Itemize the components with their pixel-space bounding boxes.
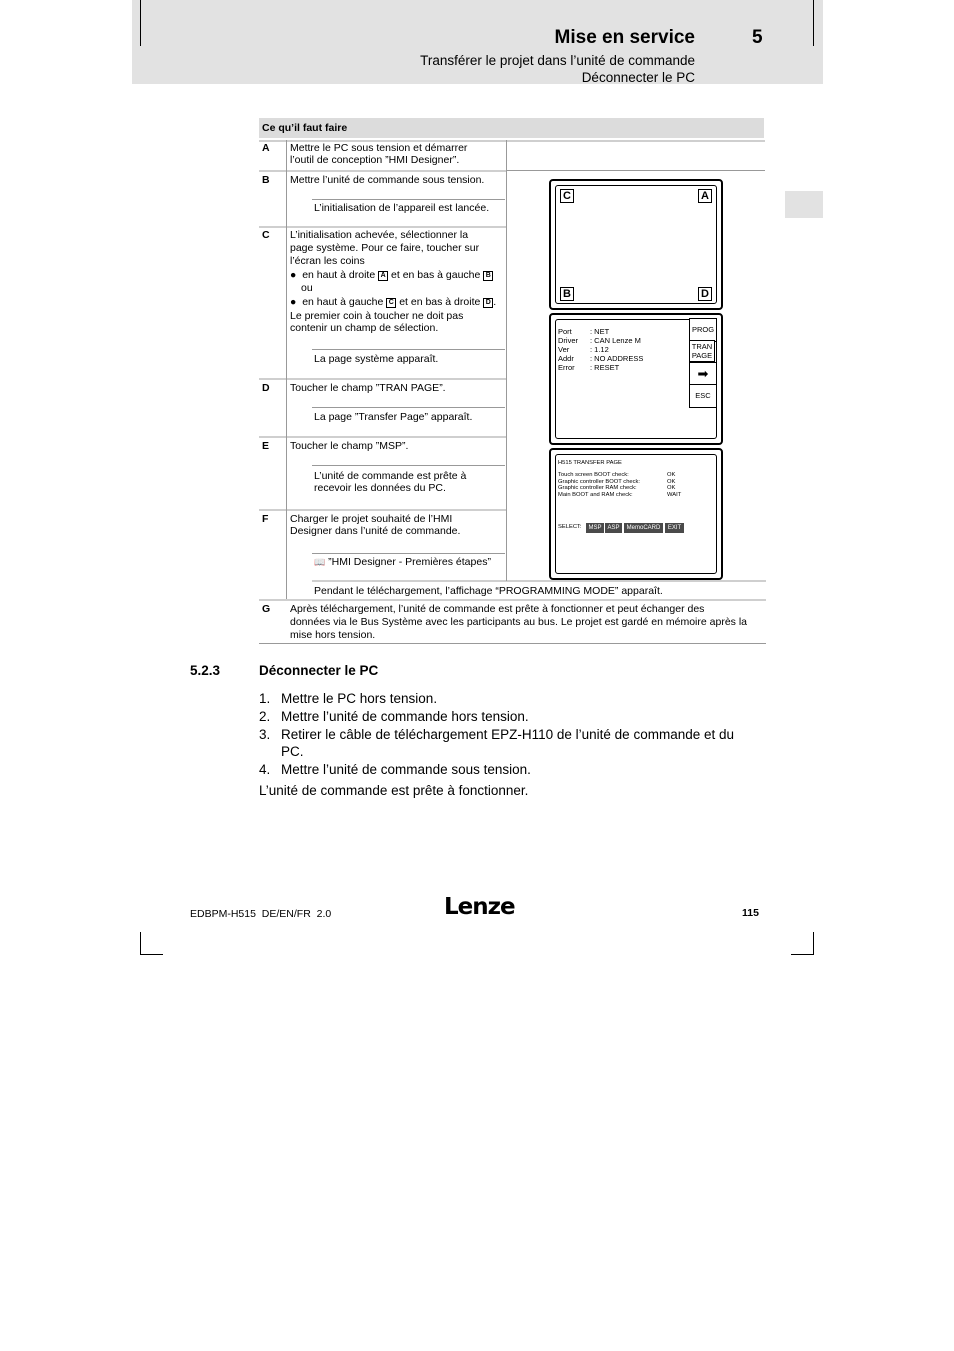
conclusion: L’unité de commande est prête à fonctionner. [259, 783, 529, 798]
chapter-number: 5 [752, 27, 763, 48]
sub-divider [312, 349, 505, 350]
bullet-text: en haut à gauche [302, 296, 384, 308]
sub-divider [312, 407, 505, 408]
step-text: contenir un champ de sélection. [290, 322, 439, 334]
step-text: L’initialisation achevée, sélectionner la [290, 229, 469, 241]
row-letter: F [262, 513, 269, 525]
arrow-right-icon[interactable]: ➡ [689, 362, 717, 386]
step-text: données via le Bus Système avec les participants au bus. Le projet est gardé en mémoire après la [290, 616, 748, 628]
step-text: l’écran les coins [290, 255, 365, 267]
section-title: Déconnecter le PC [259, 663, 379, 678]
bullet-icon: ● [290, 296, 297, 308]
corner-d-icon: D [483, 298, 493, 308]
bullet-item: ● en haut à gauche C et en bas à droite D . [290, 296, 497, 308]
sub-divider [312, 465, 505, 466]
crop-mark [813, 932, 814, 955]
list-item: Mettre le PC hors tension. [281, 691, 438, 706]
step-text: Mettre le PC sous tension et démarrer [290, 142, 468, 154]
crop-mark [791, 954, 814, 955]
tran-label: TRAN [691, 342, 713, 351]
row-divider [259, 599, 766, 601]
header-band [132, 0, 823, 84]
header-title: Mise en service [554, 27, 695, 48]
row-divider [259, 509, 507, 511]
step-text: Le premier coin à toucher ne doit pas [290, 310, 464, 322]
list-number: 2. [259, 709, 271, 724]
sub-divider [312, 553, 505, 554]
corner-c-icon: C [386, 298, 396, 308]
sys-key: Driver [558, 336, 578, 345]
header-subtitle: Transférer le projet dans l’unité de commande [420, 53, 695, 68]
list-number: 1. [259, 691, 271, 706]
check-label: Graphic controller RAM check: [558, 485, 637, 491]
exit-button[interactable]: EXIT [665, 523, 684, 533]
row-letter: B [262, 174, 270, 186]
list-number: 4. [259, 762, 271, 777]
bullet-item [290, 269, 493, 282]
step-note: Pendant le téléchargement, l’affichage “PROGRAMMING MODE” apparaît. [314, 585, 663, 597]
bullet-icon: ● [290, 269, 297, 281]
step-result: recevoir les données du PC. [314, 482, 446, 494]
row-divider [259, 170, 507, 172]
check-status: WAIT [667, 491, 682, 498]
screen-display [555, 185, 717, 304]
row-letter: E [262, 440, 270, 452]
page-label: PAGE [691, 350, 713, 360]
corner-b-icon: B [483, 271, 493, 281]
sys-key: Addr [558, 354, 574, 363]
doc-id: EDBPM-H515 DE/EN/FR 2.0 [190, 908, 332, 920]
sys-key: Port [558, 327, 572, 336]
row-letter: C [262, 229, 270, 241]
check-label: Touch screen BOOT check: [558, 472, 629, 478]
check-status: OK [667, 485, 676, 491]
step-result: La page ”Transfer Page” apparaît. [314, 411, 473, 423]
reference-text: ”HMI Designer - Premières étapes” [328, 556, 491, 568]
step-text: Mettre l’unité de commande sous tension. [290, 174, 485, 186]
step-result: L’unité de commande est prête à [314, 470, 467, 482]
bullet-text: et en bas à droite [399, 296, 481, 308]
row-divider [507, 170, 765, 171]
list-item: Mettre l’unité de commande hors tension. [281, 709, 529, 724]
reference [314, 556, 491, 569]
row-divider [259, 643, 766, 644]
check-status: OK [667, 472, 676, 478]
bullet-text: en haut à droite [302, 269, 376, 281]
crop-mark [140, 954, 163, 955]
device-screen-corners [549, 179, 723, 310]
list-item: Retirer le câble de téléchargement EPZ-H110 de l’unité de commande et du [281, 727, 735, 742]
check-label: Graphic controller BOOT check: [558, 478, 641, 485]
sys-key: Error [558, 363, 575, 372]
crop-mark [813, 0, 814, 46]
list-item: Mettre l’unité de commande sous tension. [281, 762, 531, 777]
list-item: PC. [281, 744, 304, 759]
msp-button[interactable]: MSP [586, 523, 604, 533]
transfer-title: H515 TRANSFER PAGE [558, 460, 622, 466]
bullet-text: et en bas à gauche [391, 269, 481, 281]
tran-page-button[interactable] [689, 340, 715, 362]
table-header [259, 118, 764, 138]
header-subtitle: Déconnecter le PC [581, 70, 695, 85]
step-text: mise hors tension. [290, 629, 376, 641]
step-text: Après téléchargement, l’unité de commande est prête à fonctionner et peut échanger des [290, 603, 705, 615]
sub-divider [312, 199, 505, 200]
step-text: l’outil de conception ”HMI Designer”. [290, 154, 460, 166]
row-divider [259, 436, 507, 438]
step-result: L’initialisation de l’appareil est lancée. [314, 202, 490, 214]
esc-button[interactable]: ESC [689, 384, 717, 408]
sys-value: : NET [590, 327, 610, 336]
corner-b-field[interactable]: B [560, 287, 574, 301]
step-text: Toucher le champ ”TRAN PAGE”. [290, 382, 446, 394]
memocard-button[interactable]: MemoCARD [624, 523, 663, 533]
row-divider [259, 378, 507, 380]
section-number: 5.2.3 [190, 663, 221, 678]
prog-button[interactable]: PROG [689, 318, 717, 342]
table-heading: Ce qu’il faut faire [262, 122, 348, 134]
select-label: SELECT: [558, 524, 582, 530]
sys-value: : 1.12 [590, 345, 609, 354]
corner-a-field[interactable]: A [698, 189, 712, 203]
bullet-text: ou [301, 282, 313, 294]
book-icon: 📖 [314, 557, 326, 567]
row-divider [259, 226, 507, 228]
step-text: Charger le projet souhaité de l’HMI [290, 513, 453, 525]
row-letter: G [262, 603, 271, 615]
sys-key: Ver [558, 345, 570, 354]
sys-value: : CAN Lenze M [590, 336, 641, 345]
crop-mark [140, 0, 141, 46]
col-divider [506, 140, 507, 581]
lenze-logo: Lenze [444, 894, 515, 920]
list-number: 3. [259, 727, 271, 742]
row-divider [312, 580, 766, 582]
row-letter: A [262, 142, 270, 154]
check-status: OK [667, 478, 676, 485]
corner-c-field[interactable]: C [560, 189, 574, 203]
asp-button[interactable]: ASP [605, 523, 622, 533]
corner-a-icon: A [378, 271, 388, 281]
chapter-tab [785, 191, 823, 218]
corner-d-field[interactable]: D [698, 287, 712, 301]
crop-mark [140, 932, 141, 955]
sys-value: : RESET [590, 363, 620, 372]
step-result: La page système apparaît. [314, 353, 439, 365]
check-label: Main BOOT and RAM check: [558, 491, 633, 498]
row-letter: D [262, 382, 270, 394]
device-screen-transfer-page [549, 448, 723, 580]
step-text: page système. Pour ce faire, toucher sur [290, 242, 480, 254]
sys-value: : NO ADDRESS [590, 354, 644, 363]
page-number: 115 [742, 907, 759, 919]
step-text: Designer dans l’unité de commande. [290, 525, 461, 537]
step-text: Toucher le champ ”MSP”. [290, 440, 409, 452]
col-divider [286, 140, 287, 599]
